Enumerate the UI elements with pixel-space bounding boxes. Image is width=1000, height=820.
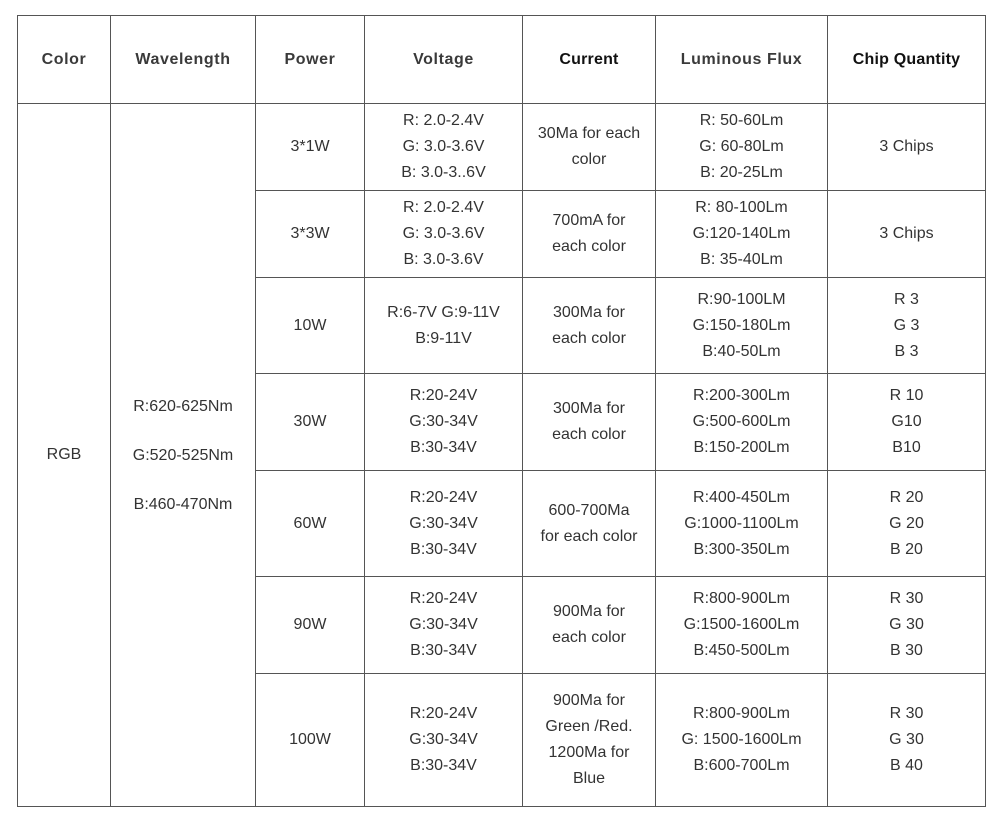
header-color: Color xyxy=(18,16,111,104)
current-cell-line: for each color xyxy=(540,527,638,545)
voltage-cell xyxy=(365,278,523,374)
chip-quantity-cell-line: R 30 xyxy=(889,705,924,722)
header-row xyxy=(18,16,986,104)
chip-quantity-cell-line: R 30 xyxy=(889,590,924,607)
voltage-cell xyxy=(365,471,523,577)
voltage-cell-line: R:20-24V xyxy=(409,705,478,722)
current-cell-line: 300Ma for xyxy=(552,400,626,417)
luminous-flux-cell xyxy=(656,471,828,577)
current-cell-line: Green /Red. xyxy=(545,718,633,735)
chip-quantity-cell-line: B 20 xyxy=(890,540,923,558)
table-body xyxy=(18,104,986,807)
voltage-cell-line: R:20-24V xyxy=(409,590,478,607)
luminous-flux-cell xyxy=(656,674,828,807)
header-wavelength: Wavelength xyxy=(111,16,256,104)
voltage-cell-line: G:30-34V xyxy=(409,731,478,748)
luminous-flux-cell-line: R:90-100LM xyxy=(697,290,786,308)
chip-quantity-cell xyxy=(828,577,986,674)
current-cell-line: 700mA for xyxy=(552,212,626,229)
luminous-flux-cell-line: G:1000-1100Lm xyxy=(684,514,799,532)
table-row xyxy=(18,104,986,191)
current-cell-line: 30Ma for each xyxy=(537,125,641,142)
chip-quantity-cell xyxy=(828,471,986,577)
current-cell-line: each color xyxy=(552,238,626,255)
current-cell xyxy=(523,191,656,278)
voltage-cell-line: B:9-11V xyxy=(415,329,472,347)
current-cell xyxy=(523,278,656,374)
luminous-flux-cell-line: R: 50-60Lm xyxy=(699,112,784,129)
current-cell-line: each color xyxy=(552,329,626,347)
chip-quantity-cell-line: G 3 xyxy=(893,316,920,334)
chip-quantity-cell xyxy=(828,191,986,278)
voltage-cell xyxy=(365,577,523,674)
voltage-cell-line: G:30-34V xyxy=(409,413,478,430)
chip-quantity-cell-line: G10 xyxy=(891,413,922,430)
voltage-cell-line: R:6-7V G:9-11V xyxy=(387,303,500,321)
luminous-flux-cell xyxy=(656,191,828,278)
luminous-flux-cell xyxy=(656,374,828,471)
voltage-cell-line: B: 3.0-3.6V xyxy=(403,251,484,268)
luminous-flux-cell-line: R:800-900Lm xyxy=(693,590,790,607)
current-cell-line: 900Ma for xyxy=(552,692,626,709)
luminous-flux-cell-line: G:1500-1600Lm xyxy=(683,616,800,633)
spec-table xyxy=(17,15,986,807)
wavelength-cell-line: G:520-525Nm xyxy=(132,446,234,464)
luminous-flux-cell xyxy=(656,278,828,374)
voltage-cell-line: R:20-24V xyxy=(409,488,478,506)
chip-quantity-cell-line: R 20 xyxy=(889,488,924,506)
luminous-flux-cell xyxy=(656,104,828,191)
luminous-flux-cell-line: B:300-350Lm xyxy=(693,540,790,558)
luminous-flux-cell-line: G:120-140Lm xyxy=(692,225,791,242)
voltage-cell xyxy=(365,374,523,471)
voltage-cell xyxy=(365,104,523,191)
power-cell: 3*3W xyxy=(256,191,365,278)
current-cell-line: each color xyxy=(552,426,626,443)
chip-quantity-cell-line: B 3 xyxy=(894,342,919,360)
luminous-flux-cell-line: R:200-300Lm xyxy=(693,387,790,404)
luminous-flux-cell-line: R:400-450Lm xyxy=(693,488,790,506)
power-cell: 10W xyxy=(256,278,365,374)
chip-quantity-cell-line: B10 xyxy=(892,439,921,456)
current-cell-line: 1200Ma for xyxy=(548,744,630,761)
luminous-flux-cell-line: G: 1500-1600Lm xyxy=(681,731,802,748)
header-power: Power xyxy=(256,16,365,104)
header-voltage: Voltage xyxy=(365,16,523,104)
power-cell: 30W xyxy=(256,374,365,471)
voltage-cell-line: B: 3.0-3..6V xyxy=(401,164,486,181)
voltage-cell-line: B:30-34V xyxy=(410,439,477,456)
luminous-flux-cell xyxy=(656,577,828,674)
power-cell: 60W xyxy=(256,471,365,577)
voltage-cell xyxy=(365,674,523,807)
luminous-flux-cell-line: B: 20-25Lm xyxy=(700,164,783,181)
voltage-cell-line: G:30-34V xyxy=(409,514,478,532)
wavelength-cell xyxy=(111,104,256,807)
current-cell-line: 300Ma for xyxy=(552,303,626,321)
voltage-cell-line: B:30-34V xyxy=(410,540,477,558)
wavelength-cell-line: R:620-625Nm xyxy=(133,397,233,415)
luminous-flux-cell-line: B:40-50Lm xyxy=(702,342,781,360)
power-cell: 100W xyxy=(256,674,365,807)
current-cell xyxy=(523,577,656,674)
chip-quantity-cell xyxy=(828,104,986,191)
chip-quantity-cell-line: B 30 xyxy=(890,642,923,659)
chip-quantity-cell-line: R 10 xyxy=(889,387,924,404)
current-cell xyxy=(523,104,656,191)
chip-quantity-cell-line: G 20 xyxy=(889,514,924,532)
chip-quantity-cell-line: 3 Chips xyxy=(879,138,934,155)
luminous-flux-cell-line: B:150-200Lm xyxy=(693,439,790,456)
luminous-flux-cell-line: G:150-180Lm xyxy=(692,316,791,334)
current-cell-line: Blue xyxy=(572,770,606,787)
header-current: Current xyxy=(523,16,656,104)
voltage-cell-line: R: 2.0-2.4V xyxy=(403,112,484,129)
voltage-cell-line: G: 3.0-3.6V xyxy=(402,225,485,242)
chip-quantity-cell xyxy=(828,278,986,374)
voltage-cell xyxy=(365,191,523,278)
color-cell: RGB xyxy=(18,104,111,807)
voltage-cell-line: G:30-34V xyxy=(409,616,478,633)
header-chip-quantity: Chip Quantity xyxy=(828,16,986,104)
current-cell xyxy=(523,374,656,471)
current-cell-line: 600-700Ma xyxy=(548,501,630,519)
wavelength-cell-line: B:460-470Nm xyxy=(133,495,233,513)
current-cell xyxy=(523,471,656,577)
luminous-flux-cell-line: G:500-600Lm xyxy=(692,413,791,430)
chip-quantity-cell-line: G 30 xyxy=(889,616,924,633)
luminous-flux-cell-line: B:600-700Lm xyxy=(693,757,790,774)
current-cell-line: 900Ma for xyxy=(552,603,626,620)
luminous-flux-cell-line: B: 35-40Lm xyxy=(700,251,783,268)
voltage-cell-line: R: 2.0-2.4V xyxy=(403,199,484,216)
luminous-flux-cell-line: B:450-500Lm xyxy=(693,642,790,659)
voltage-cell-line: B:30-34V xyxy=(410,757,477,774)
current-cell-line: color xyxy=(571,151,607,168)
luminous-flux-cell-line: R:800-900Lm xyxy=(693,705,790,722)
chip-quantity-cell-line: R 3 xyxy=(894,290,919,308)
chip-quantity-cell-line: 3 Chips xyxy=(879,225,934,242)
header-luminous-flux: Luminous Flux xyxy=(656,16,828,104)
voltage-cell-line: B:30-34V xyxy=(410,642,477,659)
voltage-cell-line: R:20-24V xyxy=(409,387,478,404)
power-cell: 90W xyxy=(256,577,365,674)
luminous-flux-cell-line: G: 60-80Lm xyxy=(699,138,784,155)
current-cell xyxy=(523,674,656,807)
chip-quantity-cell xyxy=(828,374,986,471)
power-cell: 3*1W xyxy=(256,104,365,191)
voltage-cell-line: G: 3.0-3.6V xyxy=(402,138,485,155)
chip-quantity-cell-line: B 40 xyxy=(890,757,923,774)
chip-quantity-cell-line: G 30 xyxy=(889,731,924,748)
chip-quantity-cell xyxy=(828,674,986,807)
current-cell-line: each color xyxy=(552,629,626,646)
luminous-flux-cell-line: R: 80-100Lm xyxy=(695,199,788,216)
